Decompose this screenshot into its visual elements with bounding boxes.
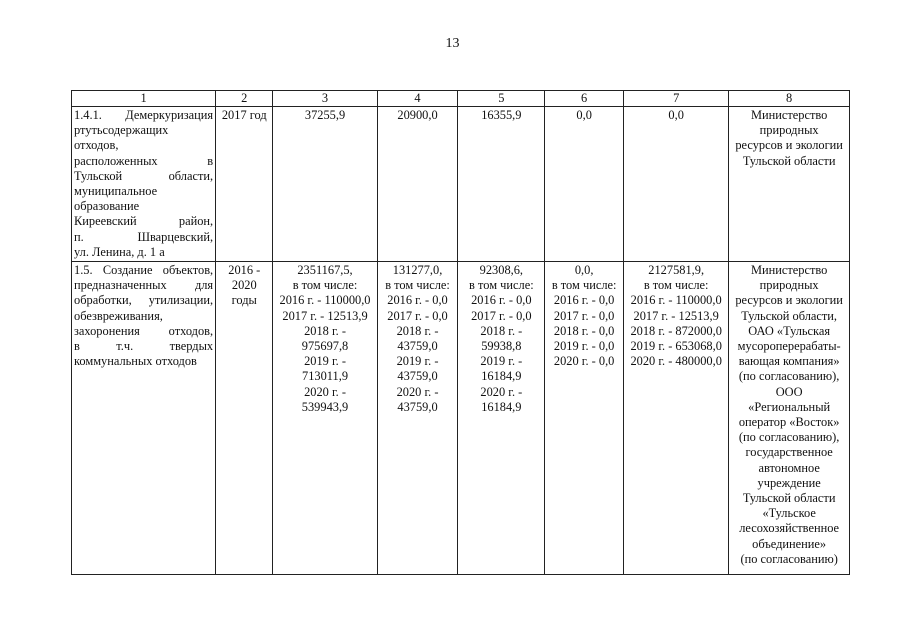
cell-line: 2018 г. - 0,0 (553, 323, 615, 338)
funding-cell-col4 (377, 107, 458, 262)
cell-line: 2018 г. - 872000,0 (630, 323, 722, 338)
column-number-cell: 1 (72, 91, 216, 107)
cell-line: Тульской области, (741, 308, 838, 323)
column-number-cell: 5 (458, 91, 545, 107)
cell-line: расположенных в (74, 153, 214, 168)
cell-line: 2020 г. - (396, 384, 439, 399)
table-row (72, 262, 850, 575)
cell-line: 2018 г. - (480, 323, 523, 338)
cell-line: 2017 г. - 0,0 (553, 308, 615, 323)
cell-line: годы (231, 293, 257, 308)
cell-line: 0,0 (668, 108, 684, 122)
cell-line: Киреевский район, (74, 214, 214, 229)
cell-line: 43759,0 (397, 339, 438, 354)
cell-line: 713011,9 (302, 369, 349, 384)
cell-line: природных (759, 123, 819, 138)
cell-line: 2016 г. - 0,0 (471, 293, 532, 308)
cell-line: в том числе: (469, 278, 534, 293)
cell-line: 2020 г. - 480000,0 (630, 354, 722, 369)
cell-line: «Региональный (748, 399, 831, 414)
cell-line: «Тульское (762, 506, 816, 521)
cell-line: 2017 г. - 0,0 (387, 308, 448, 323)
column-number-cell: 2 (216, 91, 273, 107)
cell-line: автономное (758, 460, 820, 475)
cell-line: предназначенных для (74, 278, 214, 293)
cell-line: Министерство (750, 108, 828, 122)
program-table (71, 90, 850, 575)
cell-line: 92308,6, (479, 263, 524, 278)
cell-line: обезвреживания, (74, 308, 163, 323)
cell-line: 0,0 (576, 108, 592, 122)
funding-cell-col6 (545, 107, 624, 262)
cell-line: ртутьсодержащих (74, 123, 169, 138)
cell-line: 2020 (231, 278, 257, 293)
cell-line: 59938,8 (481, 339, 522, 354)
column-number-cell: 3 (273, 91, 377, 107)
column-number-cell: 4 (377, 91, 458, 107)
cell-line: природных (759, 278, 819, 293)
cell-line: 2017 год (221, 108, 267, 122)
cell-line: в том числе: (292, 278, 358, 293)
cell-line: 20900,0 (397, 108, 438, 122)
total-funding-cell (273, 262, 377, 575)
cell-line: 0,0, (574, 263, 594, 278)
cell-line: государственное (745, 445, 833, 460)
column-number-row (72, 91, 850, 107)
column-number-cell: 6 (545, 91, 624, 107)
measure-name-cell (72, 107, 216, 262)
page-number: 13 (445, 36, 460, 51)
cell-line: Тульской области (742, 491, 836, 506)
cell-line: 16355,9 (481, 108, 522, 122)
cell-line: 1.5. Создание объектов, (74, 263, 214, 278)
funding-cell-col7 (624, 107, 729, 262)
cell-line: ОАО «Тульская (748, 323, 831, 338)
cell-line: муниципальное (74, 184, 158, 199)
cell-line: 16184,9 (481, 369, 522, 384)
cell-line: вающая компания» (738, 354, 840, 369)
cell-line: Тульской области (742, 153, 836, 168)
cell-line: 2018 г. - (304, 323, 346, 338)
cell-line: п. Шварцевский, (74, 229, 214, 244)
cell-line: 2020 г. - (480, 384, 523, 399)
cell-line: 2127581,9, (648, 263, 705, 278)
cell-line: 2019 г. - (480, 354, 523, 369)
cell-line: 539943,9 (301, 399, 349, 414)
column-number-cell: 8 (729, 91, 850, 107)
cell-line: учреждение (757, 475, 821, 490)
cell-line: ресурсов и экологии (735, 293, 843, 308)
cell-line: отходов, (74, 138, 119, 153)
cell-line: 2019 г. - (304, 354, 346, 369)
cell-line: (по согласованию), (738, 369, 840, 384)
responsible-executor-cell (729, 107, 850, 262)
cell-line: 37255,9 (304, 108, 346, 122)
cell-line: 2016 г. - 110000,0 (630, 293, 722, 308)
cell-line: 2019 г. - 0,0 (553, 339, 615, 354)
cell-line: 2017 г. - 12513,9 (282, 308, 368, 323)
cell-line: Тульской области, (74, 168, 214, 183)
column-number-cell: 7 (624, 91, 729, 107)
cell-line: ул. Ленина, д. 1 а (74, 244, 165, 259)
cell-line: 975697,8 (301, 339, 349, 354)
cell-line: (по согласованию) (740, 551, 838, 566)
cell-line: Министерство (750, 263, 828, 278)
cell-line: образование (74, 199, 140, 214)
cell-line: в том числе: (385, 278, 450, 293)
funding-cell-col6 (545, 262, 624, 575)
cell-line: 2016 г. - 0,0 (553, 293, 615, 308)
cell-line: 43759,0 (397, 369, 438, 384)
period-cell (216, 262, 273, 575)
responsible-executor-cell (729, 262, 850, 575)
cell-line: 2017 г. - 12513,9 (633, 308, 719, 323)
cell-line: 16184,9 (481, 399, 522, 414)
cell-line: 2018 г. - (396, 323, 439, 338)
total-funding-cell (273, 107, 377, 262)
funding-cell-col7 (624, 262, 729, 575)
cell-line: 2016 - (228, 263, 261, 278)
cell-line: в том числе: (551, 278, 617, 293)
cell-line: в т.ч. твердых (74, 339, 214, 354)
cell-line: 2016 г. - 0,0 (387, 293, 448, 308)
cell-line: 2017 г. - 0,0 (471, 308, 532, 323)
measure-name-cell (72, 262, 216, 575)
cell-line: мусороперерабаты- (737, 339, 841, 354)
funding-cell-col4 (377, 262, 458, 575)
cell-line: ООО (775, 384, 803, 399)
cell-line: (по согласованию), (738, 430, 840, 445)
cell-line: 2019 г. - (396, 354, 439, 369)
cell-line: коммунальных отходов (74, 354, 197, 369)
cell-line: объединение» (752, 536, 827, 551)
cell-line: обработки, утилизации, (74, 293, 214, 308)
cell-line: 131277,0, (392, 263, 443, 278)
cell-line: 2019 г. - 653068,0 (630, 339, 722, 354)
cell-line: захоронения отходов, (74, 323, 214, 338)
cell-line: 2020 г. - (304, 384, 346, 399)
cell-line: 2016 г. - 110000,0 (279, 293, 371, 308)
funding-cell-col5 (458, 107, 545, 262)
period-cell (216, 107, 273, 262)
table-row (72, 107, 850, 262)
cell-line: ресурсов и экологии (735, 138, 843, 153)
cell-line: лесохозяйственное (739, 521, 840, 536)
cell-line: в том числе: (643, 278, 709, 293)
cell-line: 2351167,5, (297, 263, 353, 278)
cell-line: 43759,0 (397, 399, 438, 414)
cell-line: 1.4.1. Демеркуризация (74, 108, 214, 122)
cell-line: 2020 г. - 0,0 (553, 354, 615, 369)
funding-cell-col5 (458, 262, 545, 575)
cell-line: оператор «Восток» (738, 415, 840, 430)
